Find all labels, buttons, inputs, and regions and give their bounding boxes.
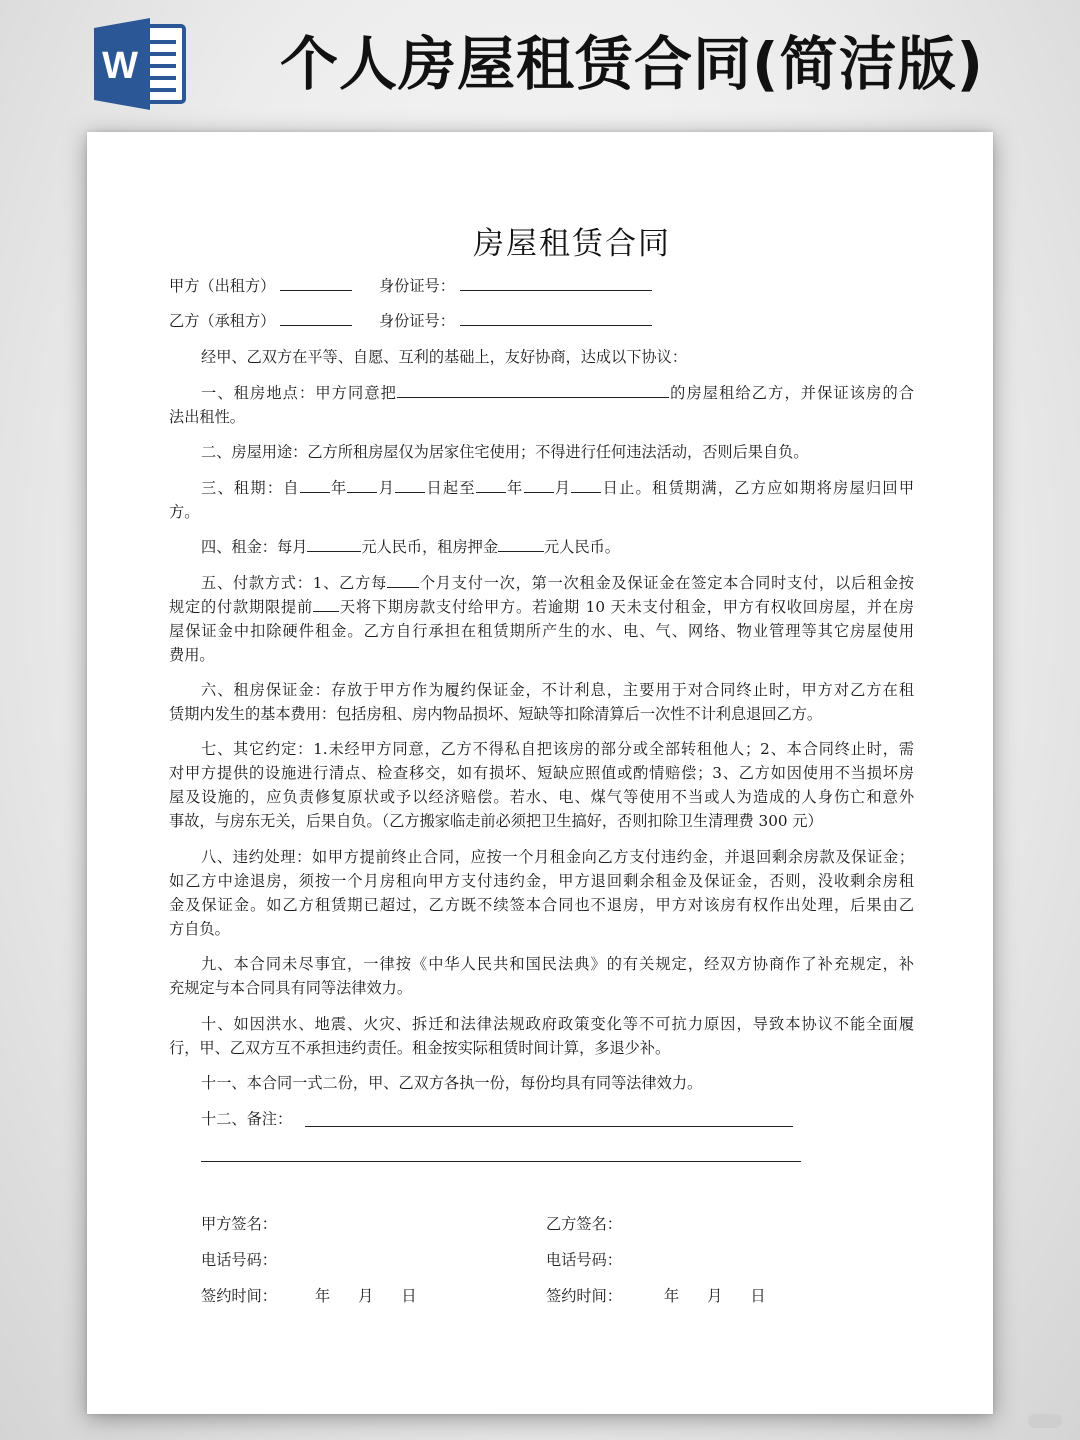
clause-7-line-4: 事故，与房东无关，后果自负。（乙方搬家临走前必须把卫生搞好，否则扣除卫生清理费 300 元） [169,812,823,830]
banner-title: 个人房屋租赁合同(简洁版) [280,30,985,98]
clause-6-line-1: 六、租房保证金：存放于甲方作为履约保证金，不计利息，主要用于对合同终止时，甲方对乙方在租 [201,681,914,699]
remarks-line-1[interactable] [305,1126,793,1127]
clause-10-line-1: 十、如因洪水、地震、火灾、拆迁和法律法规政府政策变化等不可抗力原因，导致本协议不能全面履 [201,1015,914,1033]
party-a-name-blank[interactable] [280,275,352,291]
rental-address-blank[interactable] [397,382,669,398]
party-b-row [169,309,652,333]
party-b-id-blank[interactable] [460,310,652,326]
clause-9-line-1: 九、本合同未尽事宜，一律按《中华人民共和国民法典》的有关规定，经双方协商作了补充规定，补 [201,955,914,973]
party-b-label: 乙方（承租方） [169,312,276,330]
clause-7-line-3: 屋及设施的，应负责修复原状或予以经济赔偿。若水、电、煤气等使用不当或人为造成的人身伤亡和意外 [169,788,914,806]
clause-8-line-4: 方自负。 [169,920,230,938]
party-a-signature-label: 甲方签名： [201,1215,277,1233]
clause-5-line-1: 五、付款方式：1、乙方每 个月支付一次，第一次租金及保证金在签定本合同时支付，以后租金按 [201,574,914,592]
clause-5-line-2: 规定的付款期限提前 天将下期房款支付给甲方。若逾期 10 天未支付租金，甲方有权收回房屋，并在房 [169,598,914,616]
clause-5-line-4: 费用。 [169,646,215,664]
clause-4: 四、租金：每月 元人民币，租房押金 元人民币。 [201,538,620,556]
document-title: 房屋租赁合同 [473,226,671,262]
party-a-phone-label: 电话号码： [201,1251,277,1269]
party-b-id-label: 身份证号： [378,312,455,330]
party-b-name-blank[interactable] [280,310,352,326]
clause-2: 二、房屋用途：乙方所租房屋仅为居家住宅使用；不得进行任何违法活动，否则后果自负。 [201,443,809,461]
end-year-blank[interactable] [476,477,506,493]
word-document-icon [92,16,190,112]
party-a-label: 甲方（出租方） [169,277,276,295]
party-b-signature-label: 乙方签名： [546,1215,622,1233]
party-b-date-row: 签约时间： 年 月 日 [546,1287,766,1305]
end-month-blank[interactable] [524,477,554,493]
party-a-date-row: 签约时间： 年 月 日 [201,1287,417,1305]
start-month-blank[interactable] [347,477,377,493]
watermark-badge [1028,1414,1062,1428]
clause-5-line-3: 屋保证金中扣除硬件租金。乙方自行承担在租赁期所产生的水、电、气、网络、物业管理等其它房屋使用 [169,622,914,640]
party-b-phone-label: 电话号码： [546,1251,622,1269]
clause-8-line-1: 八、违约处理：如甲方提前终止合同，应按一个月租金向乙方支付违约金，并退回剩余房款及保证金； [201,848,914,866]
clause-8-line-3: 金及保证金。如乙方租赁期已超过，乙方既不续签本合同也不退房，甲方对该房有权作出处理，后果由乙 [169,896,914,914]
clause-7-line-1: 七、其它约定：1.未经甲方同意，乙方不得私自把该房的部分或全部转租他人；2、本合同终止时，需 [201,740,914,758]
clause-7-line-2: 对甲方提供的设施进行清点、检查移交，如有损坏、短缺应照值或酌情赔偿；3、乙方如因使用不当损坏房 [169,764,914,782]
clause-1-line-2: 法出租性。 [169,408,245,426]
clause-11: 十一、本合同一式二份，甲、乙双方各执一份，每份均具有同等法律效力。 [201,1074,703,1092]
clause-9-line-2: 充规定与本合同具有同等法律效力。 [169,979,412,997]
party-a-id-label: 身份证号： [378,277,455,295]
monthly-rent-blank[interactable] [307,536,361,552]
clause-1-line-1: 一、租房地点：甲方同意把 的房屋租给乙方，并保证该房的合 [201,384,915,402]
document-page [87,132,993,1414]
advance-days-blank[interactable] [313,596,339,612]
start-year-blank[interactable] [300,477,330,493]
word-icon-letter: W [102,45,138,87]
start-day-blank[interactable] [395,477,425,493]
clause-6-line-2: 赁期内发生的基本费用：包括房租、房内物品损坏、短缺等扣除清算后一次性不计利息退回乙方。 [169,705,823,723]
intro-paragraph: 经甲、乙双方在平等、自愿、互利的基础上，友好协商，达成以下协议： [201,348,687,366]
clause-8-line-2: 如乙方中途退房，须按一个月房租向甲方支付违约金，甲方退回剩余租金及保证金，否则，没收剩余房租 [169,872,914,890]
party-a-row [169,274,652,298]
remarks-line-2[interactable] [201,1161,801,1162]
payment-interval-blank[interactable] [387,572,419,588]
deposit-blank[interactable] [498,536,544,552]
clause-12-remarks-label: 十二、备注： [201,1110,293,1128]
clause-10-line-2: 行，甲、乙双方互不承担违约责任。租金按实际租赁时间计算，多退少补。 [169,1039,671,1057]
clause-3-line-1: 三、租期：自 年 月 日起至 年 月 日止。租赁期满，乙方应如期将房屋归回甲 [201,479,915,497]
clause-3-line-2: 方。 [169,503,200,521]
party-a-id-blank[interactable] [460,275,652,291]
end-day-blank[interactable] [571,477,601,493]
